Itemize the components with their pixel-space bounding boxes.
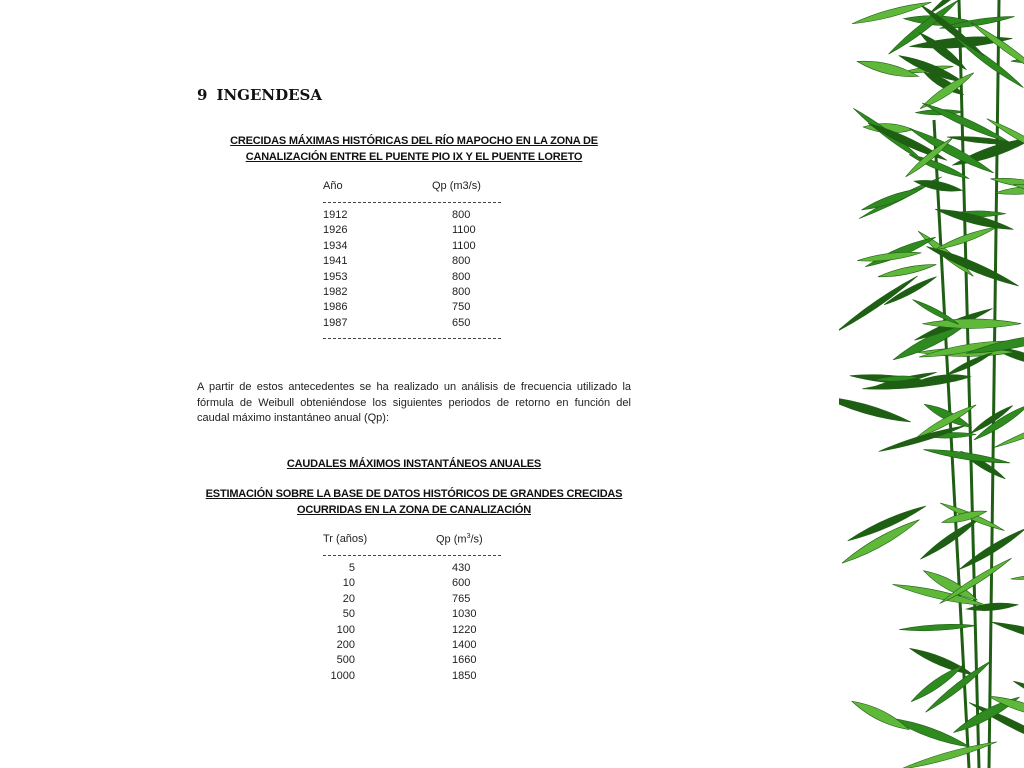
table-row bbox=[323, 576, 501, 591]
bamboo-leaf bbox=[883, 274, 938, 307]
qp-cell: 1220 bbox=[452, 623, 477, 636]
qp-cell: 800 bbox=[452, 270, 471, 283]
table1-header bbox=[323, 180, 501, 196]
table2-body bbox=[323, 561, 501, 684]
table-row bbox=[323, 623, 501, 638]
tr-cell: 5 bbox=[348, 562, 355, 574]
qp-cell: 1400 bbox=[452, 638, 477, 651]
bamboo-leaf bbox=[857, 249, 922, 263]
table2-title: ESTIMACIÓN SOBRE LA BASE DE DATOS HISTÓRICOS DE GRANDES CRECIDAS OCURRIDAS EN LA ZONA DE CANALIZACIÓN bbox=[205, 488, 623, 516]
section-name: INGENDESA bbox=[216, 86, 323, 104]
table-row bbox=[323, 653, 501, 668]
section-number: 9 bbox=[197, 86, 208, 104]
table1-body bbox=[323, 208, 501, 331]
table2-col-tr-header: Tr (años) bbox=[323, 533, 368, 545]
table1-col-year-header: Año bbox=[323, 180, 343, 192]
table1-col-qp-header: Qp (m3/s) bbox=[432, 180, 481, 192]
table1-top-rule bbox=[323, 202, 501, 203]
table2-col-qp-suffix: /s) bbox=[470, 533, 483, 546]
bamboo-leaves-decoration bbox=[839, 0, 1024, 768]
year-cell: 1953 bbox=[323, 270, 348, 283]
tr-cell: 20 bbox=[342, 592, 355, 605]
bamboo-leaf bbox=[925, 243, 1020, 290]
year-cell: 1987 bbox=[323, 316, 348, 329]
tr-cell: 50 bbox=[342, 608, 355, 621]
qp-cell: 430 bbox=[452, 562, 471, 574]
year-cell: 1986 bbox=[323, 301, 348, 314]
table-row bbox=[323, 300, 501, 315]
table-row bbox=[323, 561, 501, 576]
bamboo-leaf bbox=[922, 400, 973, 431]
tr-cell: 100 bbox=[336, 623, 355, 636]
bamboo-leaf bbox=[922, 319, 1021, 329]
qp-cell: 1100 bbox=[452, 224, 476, 237]
qp-cell: 800 bbox=[452, 285, 471, 298]
bamboo-leaf bbox=[839, 392, 912, 426]
tr-cell: 500 bbox=[336, 654, 355, 667]
table-row bbox=[323, 638, 501, 653]
section-heading bbox=[197, 86, 322, 104]
table-row bbox=[323, 592, 501, 607]
table1-title: CRECIDAS MÁXIMAS HISTÓRICAS DEL RÍO MAPOCHO EN LA ZONA DE CANALIZACIÓN ENTRE EL PUENTE PIO IX Y EL PUENTE LORETO bbox=[230, 135, 598, 163]
qp-cell: 1850 bbox=[452, 669, 477, 682]
table-row bbox=[323, 607, 501, 622]
table-row bbox=[323, 208, 501, 223]
table2-col-qp-prefix: Qp (m bbox=[436, 533, 467, 546]
year-cell: 1941 bbox=[323, 255, 348, 268]
table1-bottom-rule bbox=[323, 338, 501, 339]
return-period-table bbox=[323, 533, 501, 684]
qp-cell: 765 bbox=[452, 592, 471, 605]
table-row bbox=[323, 270, 501, 285]
table-row bbox=[323, 285, 501, 300]
bamboo-leaf bbox=[990, 618, 1024, 650]
table-row bbox=[323, 669, 501, 684]
qp-cell: 1660 bbox=[452, 654, 477, 667]
bamboo-leaf bbox=[850, 697, 912, 734]
year-cell: 1982 bbox=[323, 285, 348, 298]
bamboo-leaf bbox=[918, 1, 987, 58]
table-row bbox=[323, 239, 501, 254]
qp-cell: 1100 bbox=[452, 239, 476, 252]
bamboo-leaf bbox=[908, 644, 976, 678]
year-cell: 1934 bbox=[323, 239, 348, 252]
table2-col-qp-sup: 3 bbox=[466, 533, 471, 540]
bamboo-leaf bbox=[877, 261, 937, 280]
table2-header bbox=[323, 533, 501, 549]
bamboo-leaf bbox=[1010, 570, 1024, 581]
qp-cell: 800 bbox=[452, 255, 471, 268]
qp-cell: 600 bbox=[452, 577, 471, 590]
table2-top-rule bbox=[323, 555, 501, 556]
bamboo-leaf bbox=[889, 714, 971, 751]
qp-cell: 750 bbox=[452, 301, 471, 314]
analysis-paragraph: A partir de estos antecedentes se ha realizado un análisis de frecuencia utilizado la fórmula de Weibull obteniéndose los siguientes periodos de retorno en función del caudal máximo instantáneo anual (Qp): bbox=[197, 381, 631, 424]
bamboo-leaf bbox=[899, 623, 977, 633]
year-cell: 1912 bbox=[323, 209, 348, 221]
qp-cell: 1030 bbox=[452, 608, 477, 621]
tr-cell: 10 bbox=[342, 577, 355, 590]
bamboo-leaf bbox=[923, 446, 1011, 466]
qp-cell: 800 bbox=[452, 209, 471, 221]
table-row bbox=[323, 254, 501, 269]
year-cell: 1926 bbox=[323, 224, 348, 237]
subtitle-annual-flows: CAUDALES MÁXIMOS INSTANTÁNEOS ANUALES bbox=[286, 458, 542, 470]
tr-cell: 1000 bbox=[330, 669, 355, 682]
table-row bbox=[323, 223, 501, 238]
qp-cell: 650 bbox=[452, 316, 471, 329]
table2-col-qp-header bbox=[436, 533, 483, 546]
table-row bbox=[323, 316, 501, 331]
tr-cell: 200 bbox=[336, 638, 355, 651]
bamboo-leaf bbox=[839, 274, 919, 334]
historic-floods-table bbox=[323, 180, 501, 339]
bamboo-leaf bbox=[934, 205, 1014, 234]
